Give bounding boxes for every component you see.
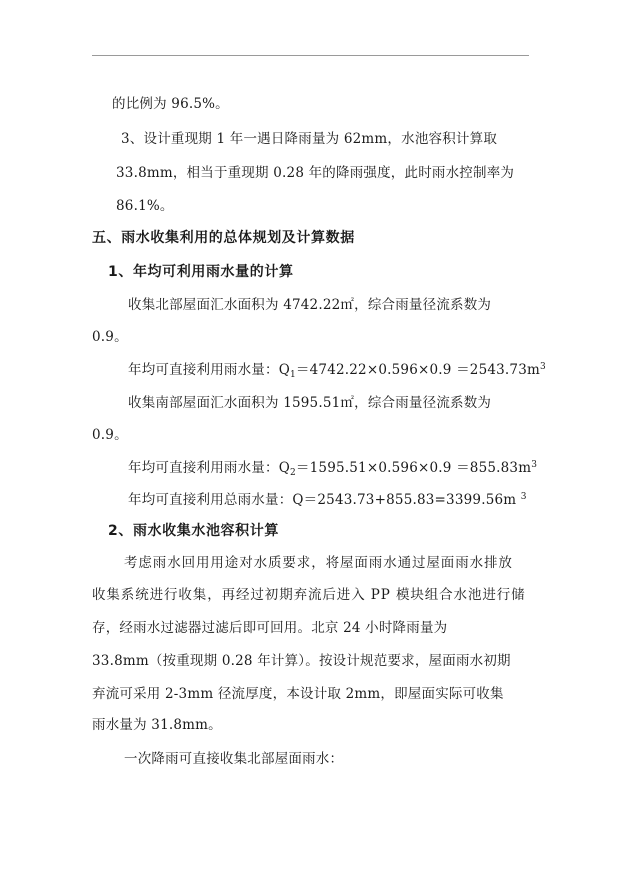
- formula-line: [128, 459, 537, 477]
- text-line: 考虑雨水回用用途对水质要求，将屋面雨水通过屋面雨水排放: [124, 555, 513, 571]
- text-line: 收集南部屋面汇水面积为 1595.51㎡，综合雨量径流系数为: [128, 395, 492, 411]
- formula-symbol: Q: [278, 362, 290, 378]
- text-line: 收集北部屋面汇水面积为 4742.22㎡，综合雨量径流系数为: [128, 297, 492, 313]
- formula-line: [128, 491, 527, 509]
- subsection-heading: 1、年均可利用雨水量的计算: [108, 264, 294, 280]
- text-line: 86.1%。: [116, 198, 174, 214]
- text-line: 存，经雨水过滤器过滤后即可回用。北京 24 小时降雨量为: [92, 620, 448, 636]
- formula-superscript: 3: [540, 362, 546, 372]
- text-line: 33.8mm，相当于重现期 0.28 年的降雨强度，此时雨水控制率为: [116, 165, 515, 181]
- formula-prefix: 年均可直接利用总雨水量：: [128, 492, 293, 508]
- section-heading: 五、雨水收集利用的总体规划及计算数据: [92, 230, 355, 246]
- text-line: 33.8mm（按重现期 0.28 年计算）。按设计规范要求，屋面雨水初期: [92, 653, 511, 669]
- formula-symbol: Q: [278, 460, 290, 476]
- text-line: 的比例为 96.5%。: [112, 96, 229, 112]
- formula-prefix: 年均可直接利用雨水量：: [128, 460, 279, 476]
- formula-superscript: 3: [531, 460, 538, 470]
- formula-prefix: 年均可直接利用雨水量：: [128, 362, 279, 378]
- formula-subscript: 2: [289, 468, 296, 478]
- text-line: 3、设计重现期 1 年一遇日降雨量为 62mm，水池容积计算取: [121, 131, 498, 147]
- text-line: 0.9。: [92, 329, 128, 345]
- formula-expression: ＝1595.51×0.596×0.9 ＝855.83m: [295, 460, 532, 476]
- text-line: 0.9。: [92, 427, 128, 443]
- text-line: 收集系统进行收集，再经过初期弃流后进入 PP 模块组合水池进行储: [92, 587, 526, 603]
- subsection-heading: 2、雨水收集水池容积计算: [108, 523, 279, 539]
- formula-subscript: 1: [289, 370, 296, 380]
- text-line: 雨水量为 31.8mm。: [92, 717, 222, 733]
- header-rule: [92, 55, 529, 56]
- formula-expression: Q＝2543.73+855.83=3399.56m: [292, 492, 521, 508]
- formula-line: [128, 361, 546, 379]
- formula-expression: ＝4742.22×0.596×0.9 ＝2543.73m: [295, 362, 541, 378]
- text-line: 一次降雨可直接收集北部屋面雨水：: [124, 751, 344, 767]
- text-line: 弃流可采用 2-3mm 径流厚度，本设计取 2mm，即屋面实际可收集: [92, 686, 504, 702]
- formula-superscript: 3: [520, 492, 527, 502]
